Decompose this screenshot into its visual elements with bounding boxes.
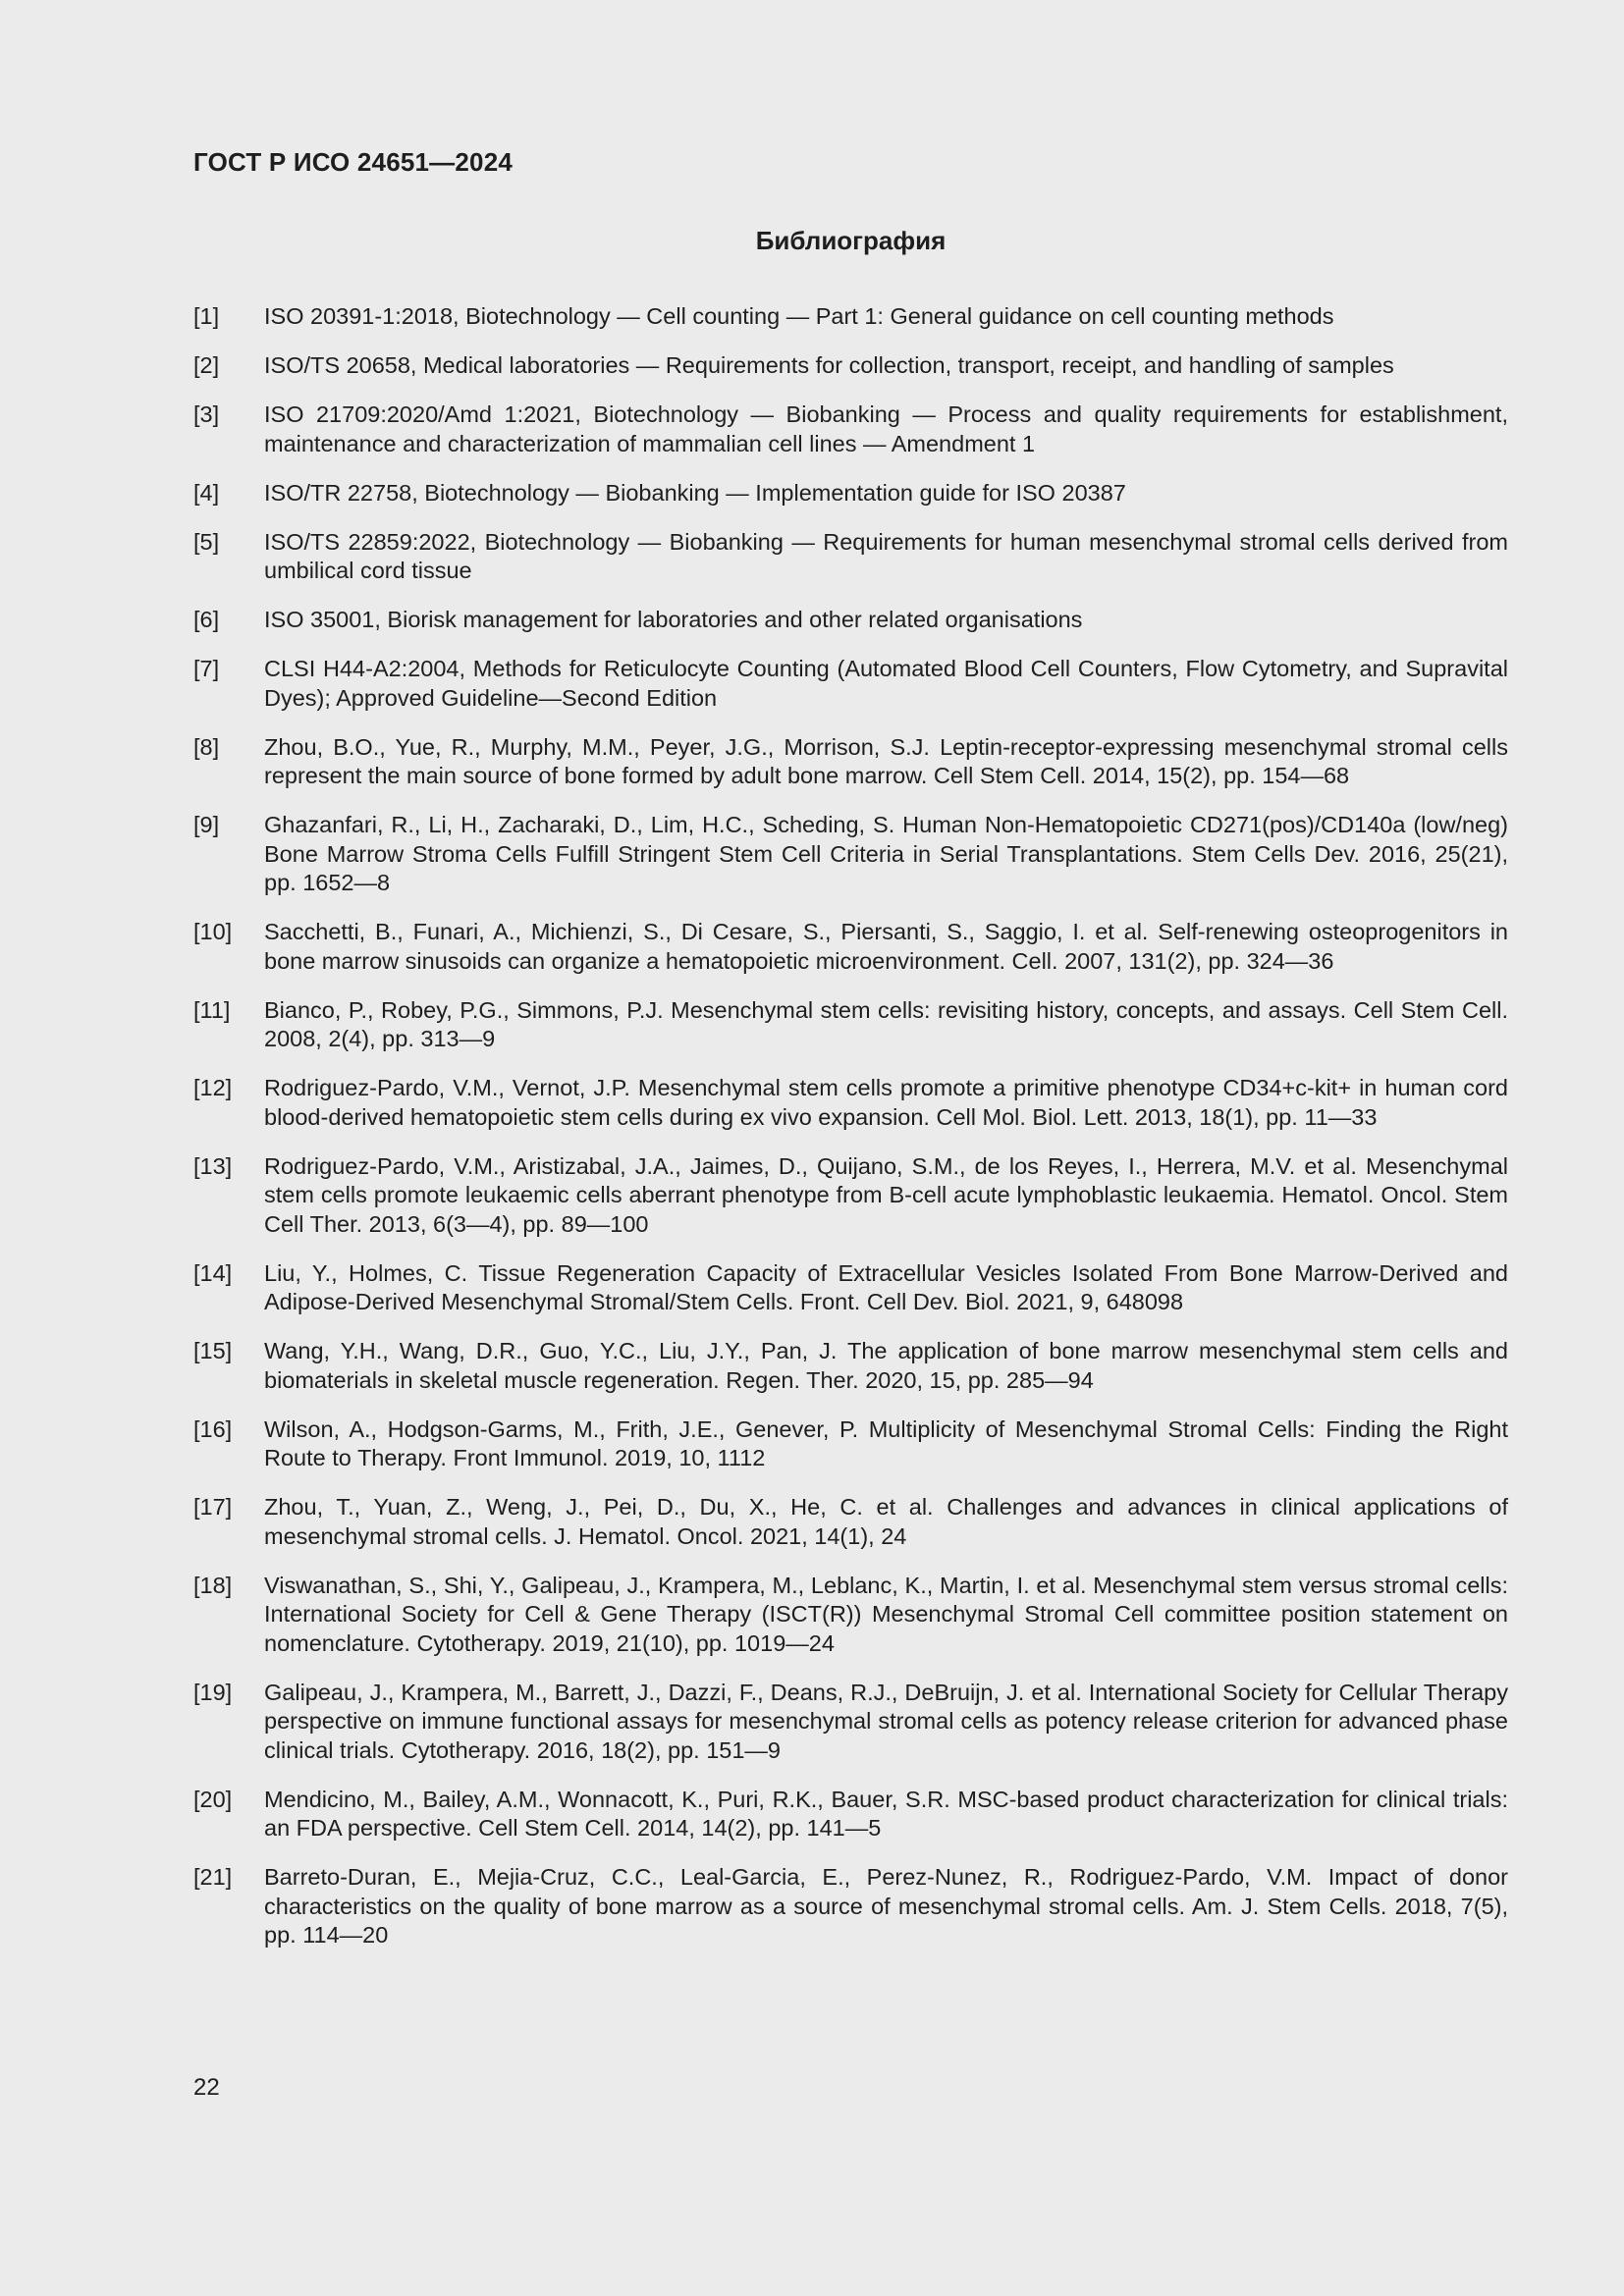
reference-text: Wilson, A., Hodgson-Garms, M., Frith, J.E., Genever, P. Multiplicity of Mesenchymal Stromal Cells: Finding the Right Route to Therapy. Front Immunol. 2019, 10, 1112 bbox=[264, 1415, 1508, 1470]
document-header: ГОСТ Р ИСО 24651—2024 bbox=[193, 147, 514, 177]
reference-item bbox=[193, 479, 1508, 508]
reference-number: [6] bbox=[193, 607, 220, 632]
reference-number: [19] bbox=[193, 1679, 233, 1705]
reference-number: [21] bbox=[193, 1864, 233, 1890]
reference-number: [17] bbox=[193, 1494, 233, 1520]
reference-number: [4] bbox=[193, 479, 220, 506]
reference-item bbox=[193, 655, 1508, 713]
reference-text: ISO 20391-1:2018, Biotechnology — Cell counting — Part 1: General guidance on cell counting methods bbox=[264, 303, 1334, 329]
reference-text: ISO 21709:2020/Amd 1:2021, Biotechnology — Biobanking — Process and quality requirements for establishment, maintenance and characterization of mammalian cell lines — Amendment 1 bbox=[264, 401, 1508, 456]
reference-text: Galipeau, J., Krampera, M., Barrett, J., Dazzi, F., Deans, R.J., DeBruijn, J. et al. International Society for Cellular Therapy perspective on immune functional assays for mesenchymal stromal cells as potency release criterion for advanced phase clinical trials. Cytotherapy. 2016, 18(2), pp. 151—9 bbox=[264, 1679, 1508, 1763]
reference-text: CLSI H44-A2:2004, Methods for Reticulocyte Counting (Automated Blood Cell Counters, Flow Cytometry, and Supravital Dyes); Approved Guideline—Second Edition bbox=[264, 656, 1508, 711]
reference-text: Rodriguez-Pardo, V.M., Aristizabal, J.A., Jaimes, D., Quijano, S.M., de los Reyes, I., Herrera, M.V. et al. Mesenchymal stem cells promote leukaemic cells aberrant phenotype from B-cell acute lymphoblastic leukaemia. Hematol. Oncol. Stem Cell Ther. 2013, 6(3—4), pp. 89—100 bbox=[264, 1152, 1508, 1237]
reference-item bbox=[193, 1863, 1508, 1950]
reference-number: [10] bbox=[193, 919, 233, 944]
reference-number: [1] bbox=[193, 303, 220, 329]
reference-number: [5] bbox=[193, 528, 220, 555]
reference-item bbox=[193, 400, 1508, 458]
reference-item bbox=[193, 606, 1508, 635]
reference-item bbox=[193, 1415, 1508, 1473]
reference-text: Viswanathan, S., Shi, Y., Galipeau, J., Krampera, M., Leblanc, K., Martin, I. et al. Mesenchymal stem versus stromal cells: International Society for Cell & Gene Therapy (ISCT(R)) Mesenchymal Stromal Cell committee position statement on nomenclature. Cytotherapy. 2019, 21(10), pp. 1019—24 bbox=[264, 1572, 1508, 1656]
reference-item bbox=[193, 733, 1508, 791]
reference-text: ISO 35001, Biorisk management for laboratories and other related organisations bbox=[264, 607, 1083, 632]
reference-text: Wang, Y.H., Wang, D.R., Guo, Y.C., Liu, J.Y., Pan, J. The application of bone marrow mesenchymal stem cells and biomaterials in skeletal muscle regeneration. Regen. Ther. 2020, 15, pp. 285—94 bbox=[264, 1338, 1508, 1393]
bibliography-title: Библиография bbox=[755, 226, 947, 255]
reference-number: [2] bbox=[193, 352, 220, 378]
reference-item bbox=[193, 1152, 1508, 1240]
reference-number: [15] bbox=[193, 1338, 233, 1363]
reference-number: [20] bbox=[193, 1786, 233, 1812]
reference-number: [13] bbox=[193, 1152, 233, 1179]
reference-number: [8] bbox=[193, 733, 220, 760]
reference-text: ISO/TR 22758, Biotechnology — Biobanking — Implementation guide for ISO 20387 bbox=[264, 479, 1126, 506]
reference-text: ISO/TS 20658, Medical laboratories — Requirements for collection, transport, receipt, and handling of samples bbox=[264, 352, 1394, 378]
reference-number: [11] bbox=[193, 996, 231, 1023]
reference-number: [7] bbox=[193, 656, 220, 681]
reference-text: ISO/TS 22859:2022, Biotechnology — Biobanking — Requirements for human mesenchymal stromal cells derived from umbilical cord tissue bbox=[264, 528, 1508, 583]
reference-item bbox=[193, 351, 1508, 381]
reference-item bbox=[193, 1337, 1508, 1395]
reference-item bbox=[193, 996, 1508, 1054]
reference-number: [16] bbox=[193, 1415, 233, 1442]
reference-text: Mendicino, M., Bailey, A.M., Wonnacott, K., Puri, R.K., Bauer, S.R. MSC-based product characterization for clinical trials: an FDA perspective. Cell Stem Cell. 2014, 14(2), pp. 141—5 bbox=[264, 1786, 1508, 1841]
bibliography-list bbox=[193, 302, 1508, 1970]
reference-item bbox=[193, 302, 1508, 332]
reference-number: [9] bbox=[193, 812, 220, 837]
reference-number: [12] bbox=[193, 1075, 233, 1100]
reference-item bbox=[193, 1259, 1508, 1317]
reference-text: Zhou, T., Yuan, Z., Weng, J., Pei, D., Du, X., He, C. et al. Challenges and advances in clinical applications of mesenchymal stromal cells. J. Hematol. Oncol. 2021, 14(1), 24 bbox=[264, 1494, 1508, 1549]
reference-text: Ghazanfari, R., Li, H., Zacharaki, D., Lim, H.C., Scheding, S. Human Non-Hematopoietic CD271(pos)/CD140a (low/neg) Bone Marrow Stroma Cells Fulfill Stringent Stem Cell Criteria in Serial Transplantations. Stem Cells Dev. 2016, 25(21), pp. 1652—8 bbox=[264, 812, 1508, 895]
reference-number: [14] bbox=[193, 1259, 233, 1286]
reference-item bbox=[193, 1572, 1508, 1659]
reference-text: Rodriguez-Pardo, V.M., Vernot, J.P. Mesenchymal stem cells promote a primitive phenotype CD34+c-kit+ in human cord blood-derived hematopoietic stem cells during ex vivo expansion. Cell Mol. Biol. Lett. 2013, 18(1), pp. 11—33 bbox=[264, 1075, 1508, 1130]
reference-item bbox=[193, 1493, 1508, 1551]
reference-number: [3] bbox=[193, 401, 220, 427]
page-number: 22 bbox=[193, 2074, 220, 2101]
reference-item bbox=[193, 1786, 1508, 1843]
reference-number: [18] bbox=[193, 1572, 233, 1598]
reference-text: Barreto-Duran, E., Mejia-Cruz, C.C., Leal-Garcia, E., Perez-Nunez, R., Rodriguez-Pardo, V.M. Impact of donor characteristics on the quality of bone marrow as a source of mesenchymal stromal cells. Am. J. Stem Cells. 2018, 7(5), pp. 114—20 bbox=[264, 1864, 1508, 1948]
reference-item bbox=[193, 1679, 1508, 1766]
reference-item bbox=[193, 918, 1508, 976]
reference-text: Zhou, B.O., Yue, R., Murphy, M.M., Peyer, J.G., Morrison, S.J. Leptin-receptor-expressing mesenchymal stromal cells represent the main source of bone formed by adult bone marrow. Cell Stem Cell. 2014, 15(2), pp. 154—68 bbox=[264, 733, 1508, 788]
reference-item bbox=[193, 811, 1508, 898]
reference-text: Sacchetti, B., Funari, A., Michienzi, S., Di Cesare, S., Piersanti, S., Saggio, I. et al. Self-renewing osteoprogenitors in bone marrow sinusoids can organize a hematopoietic microenvironment. Cell. 2007, 131(2), pp. 324—36 bbox=[264, 919, 1508, 974]
reference-item bbox=[193, 1074, 1508, 1132]
reference-text: Liu, Y., Holmes, C. Tissue Regeneration Capacity of Extracellular Vesicles Isolated From Bone Marrow-Derived and Adipose-Derived Mesenchymal Stromal/Stem Cells. Front. Cell Dev. Biol. 2021, 9, 648098 bbox=[264, 1259, 1508, 1314]
reference-item bbox=[193, 528, 1508, 586]
reference-text: Bianco, P., Robey, P.G., Simmons, P.J. Mesenchymal stem cells: revisiting history, concepts, and assays. Cell Stem Cell. 2008, 2(4), pp. 313—9 bbox=[264, 996, 1508, 1051]
